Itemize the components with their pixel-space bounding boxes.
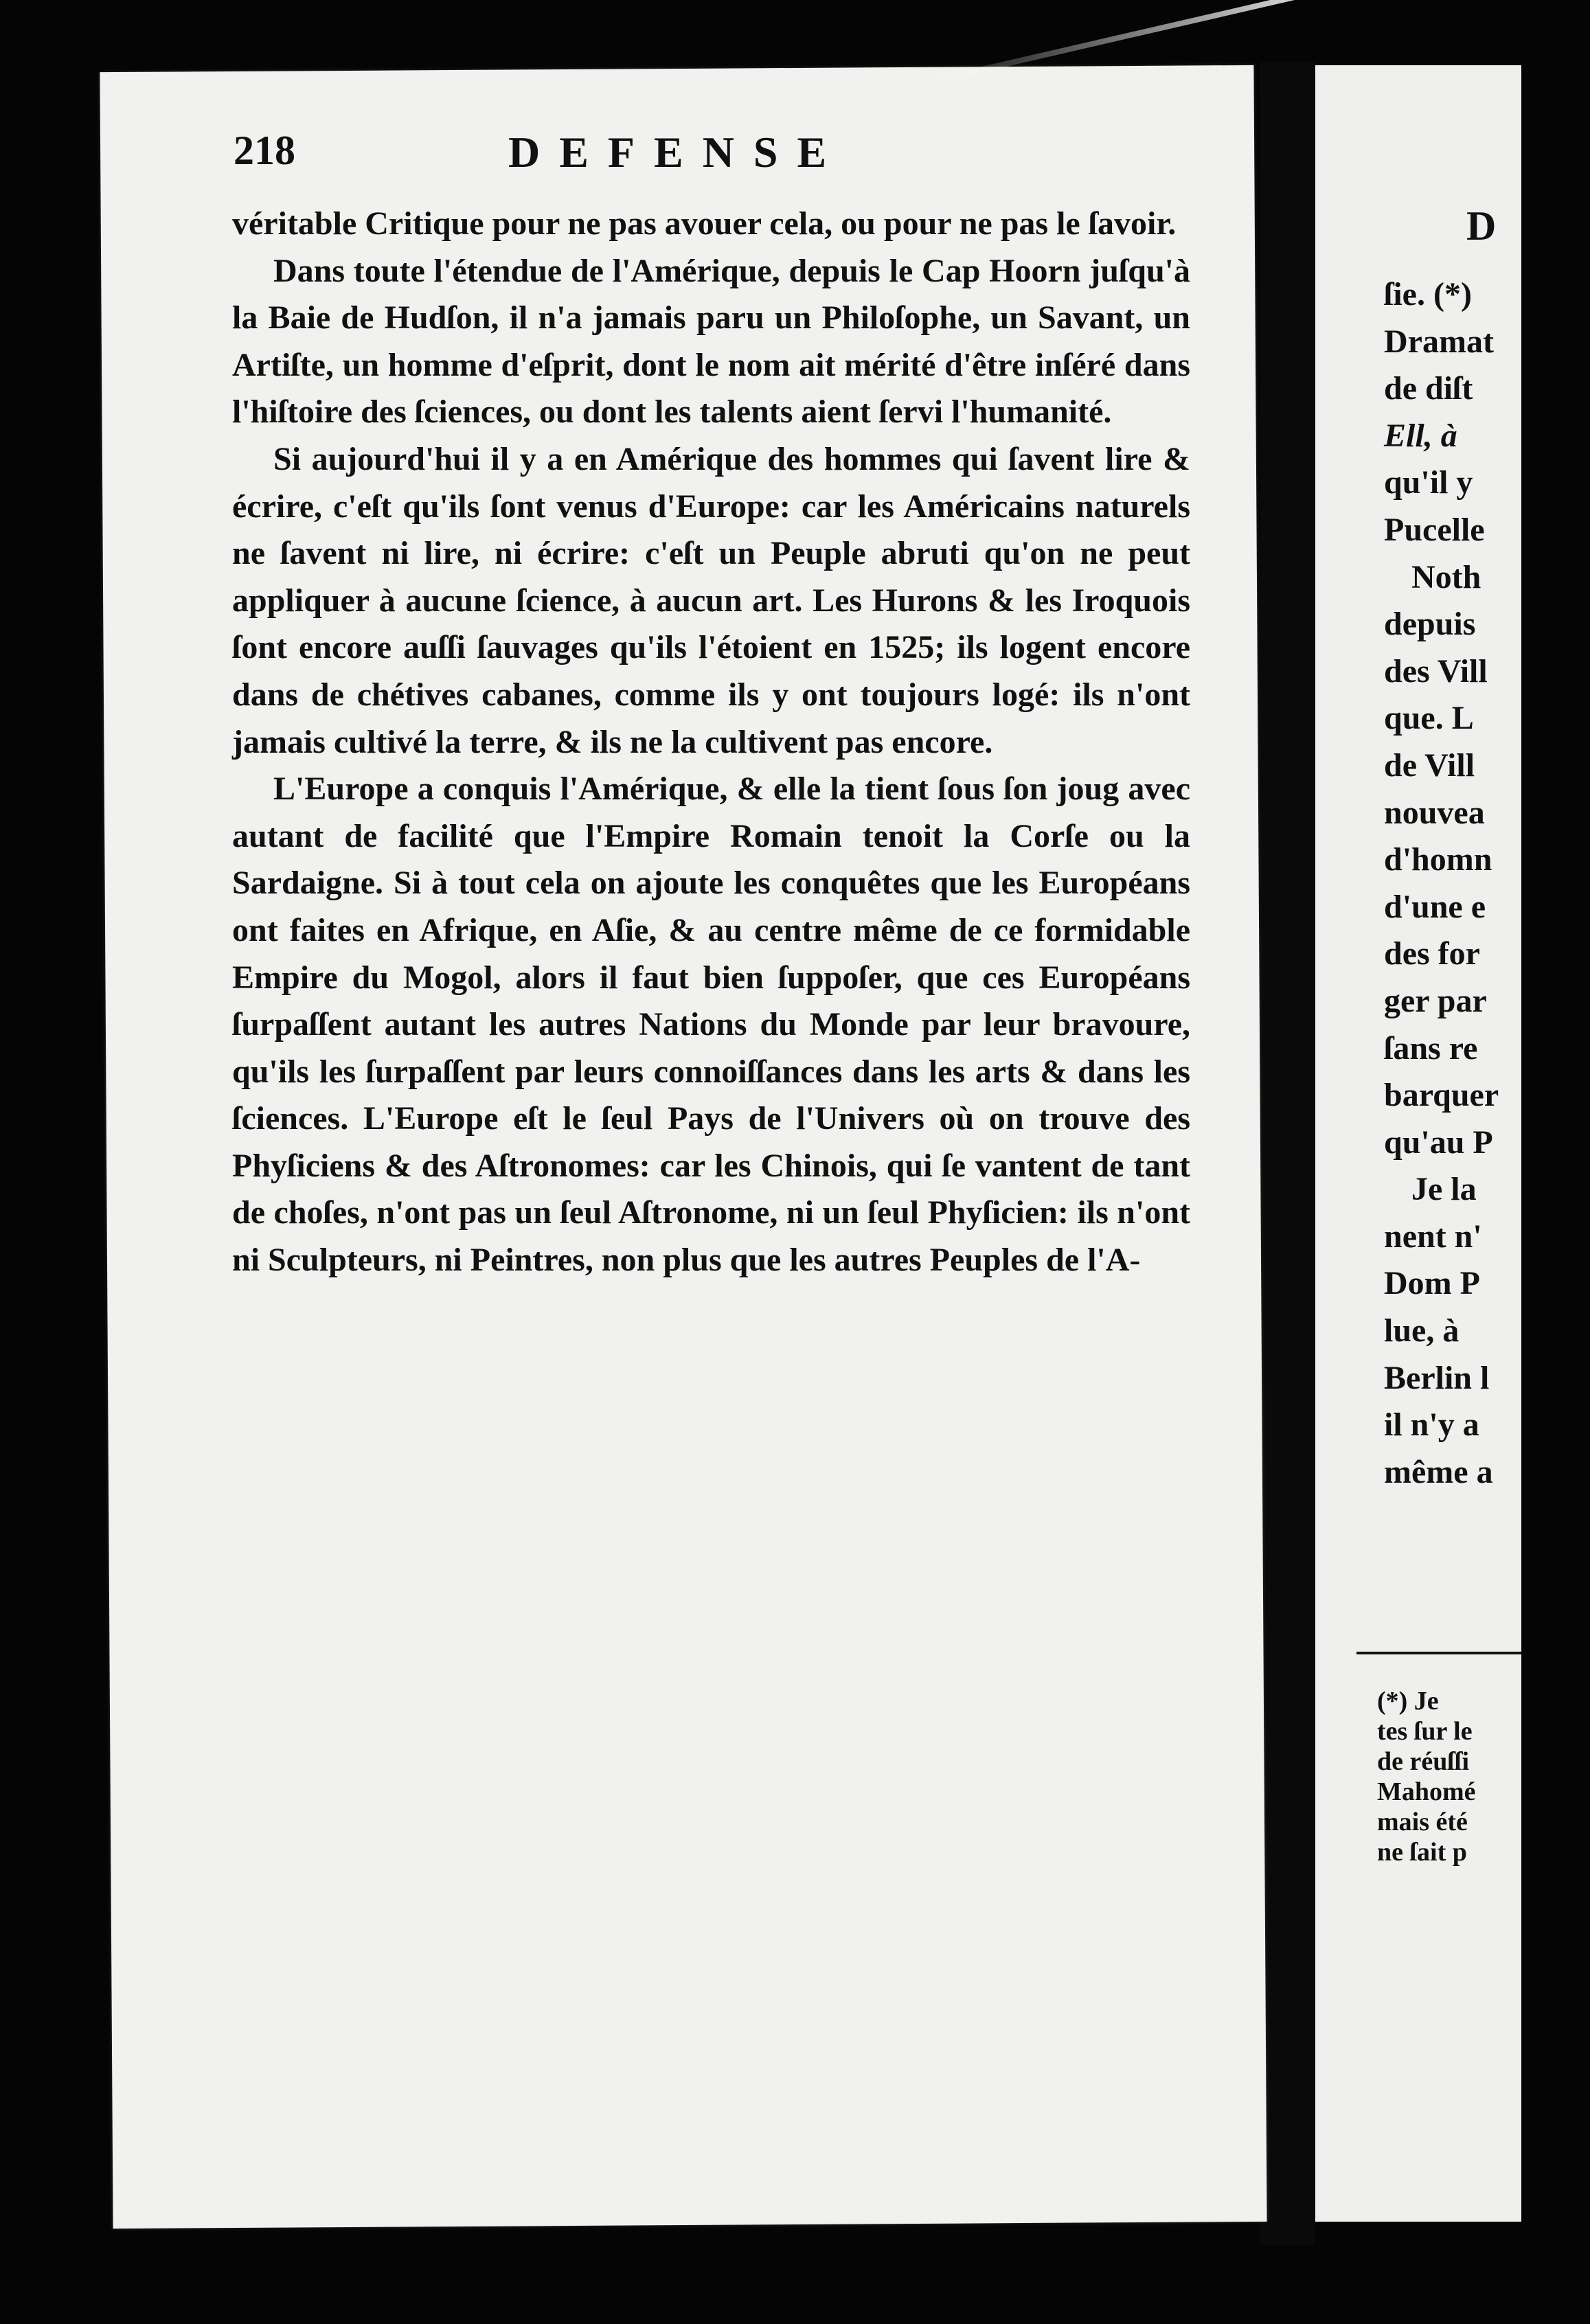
text-line: Dramat [1384, 323, 1494, 360]
text-line: Je la [1411, 1171, 1477, 1208]
text-line: des for [1384, 935, 1480, 972]
text-line: lue, à [1384, 1312, 1460, 1349]
right-page-text [1384, 271, 1590, 1496]
text-line: ſans re [1384, 1029, 1478, 1067]
text-line: d'une e [1384, 888, 1486, 925]
footnote-line: ne ſait p [1377, 1838, 1467, 1867]
text-line: de Vill [1384, 747, 1475, 784]
paragraph: L'Europe a conquis l'Amérique, & elle la tient ſous ſon joug avec autant de facilité que l'Empire Romain tenoit la Corſe ou la Sardaigne. Si à tout cela on ajoute les conquêtes que les Européans ont faites en Afrique, en Aſie, & au centre même de ce formidable Empire du Mogol, alors il faut bien ſuppoſer, que ces Européans ſurpaſſent autant les autres Nations du Monde par leur bravoure, qu'ils les ſurpaſſent par leurs connoiſſances dans les arts & dans les ſciences. L'Europe eſt le ſeul Pays de l'Univers où on trouve des Phyſiciens & des Aſtronomes: car les Chinois, qui ſe vantent de tant de choſes, n'ont pas un ſeul Aſtronome, ni un ſeul Phyſicien: ils n'ont ni Sculpteurs, ni Peintres, non plus que les autres Peuples de l'A- [232, 771, 1190, 1279]
paragraph: Dans toute l'étendue de l'Amérique, depuis le Cap Hoorn juſqu'à la Baie de Hudſon, il n'a jamais paru un Philoſophe, un Savant, un Artiſte, un homme d'eſprit, dont le nom ait mérité d'être inſéré dans l'hiſtoire des ſciences, ou dont les talents aient ſervi l'humanité. [232, 252, 1190, 431]
text-line: ſie. (*) [1384, 276, 1472, 312]
text-line: depuis [1384, 606, 1476, 643]
text-line: ger par [1384, 982, 1487, 1019]
text-line: Pucelle [1384, 511, 1485, 548]
text-line: Berlin l [1384, 1359, 1490, 1396]
footnote-line: tes ſur le [1377, 1717, 1473, 1746]
text-line: Noth [1411, 558, 1481, 595]
body-text [232, 201, 1190, 1284]
text-line: Dom P [1384, 1265, 1480, 1302]
footnote-line: (*) Je [1377, 1687, 1439, 1716]
text-line: barquer [1384, 1077, 1499, 1114]
right-page [1315, 65, 1521, 2222]
footnote-line: de réuſſi [1377, 1747, 1470, 1776]
page-number: 218 [234, 128, 295, 173]
text-line: des Vill [1384, 652, 1488, 690]
text-line: d'homn [1384, 841, 1492, 878]
text-line: Ell, à [1384, 417, 1457, 454]
paragraph: Si aujourd'hui il y a en Amérique des hommes qui ſavent lire & écrire, c'eſt qu'ils ſont venus d'Europe: car les Américains naturels ne ſavent ni lire, ni écrire: c'eſt un Peuple abruti qu'on ne peut appliquer à aucune ſcience, à aucun art. Les Hurons & les Iroquois ſont encore auſſi ſauvages qu'ils l'étoient en 1525; ils logent encore dans de chétives cabanes, comme ils y ont toujours logé: ils n'ont jamais cultivé la terre, & ils ne la cultivent pas encore. [232, 440, 1190, 760]
text-line: même a [1384, 1453, 1493, 1490]
text-line: qu'au P [1384, 1124, 1493, 1161]
book-gutter [1260, 62, 1315, 2246]
text-line: qu'il y [1384, 464, 1473, 501]
text-line: de diſt [1384, 370, 1473, 407]
footnote [1377, 1686, 1583, 1867]
footnote-rule [1356, 1652, 1521, 1654]
text-line: que. L [1384, 700, 1474, 737]
right-running-title: D [1466, 203, 1497, 249]
footnote-line: Mahomé [1377, 1777, 1476, 1806]
text-line: il n'y a [1384, 1406, 1479, 1444]
text-line: nent n' [1384, 1218, 1482, 1255]
page-header [234, 127, 1058, 189]
paragraph: véritable Critique pour ne pas avouer cela, ou pour ne pas le ſavoir. [232, 205, 1177, 242]
footnote-line: mais été [1377, 1808, 1468, 1836]
running-title: DEFENSE [508, 128, 846, 176]
text-line: nouvea [1384, 794, 1485, 831]
